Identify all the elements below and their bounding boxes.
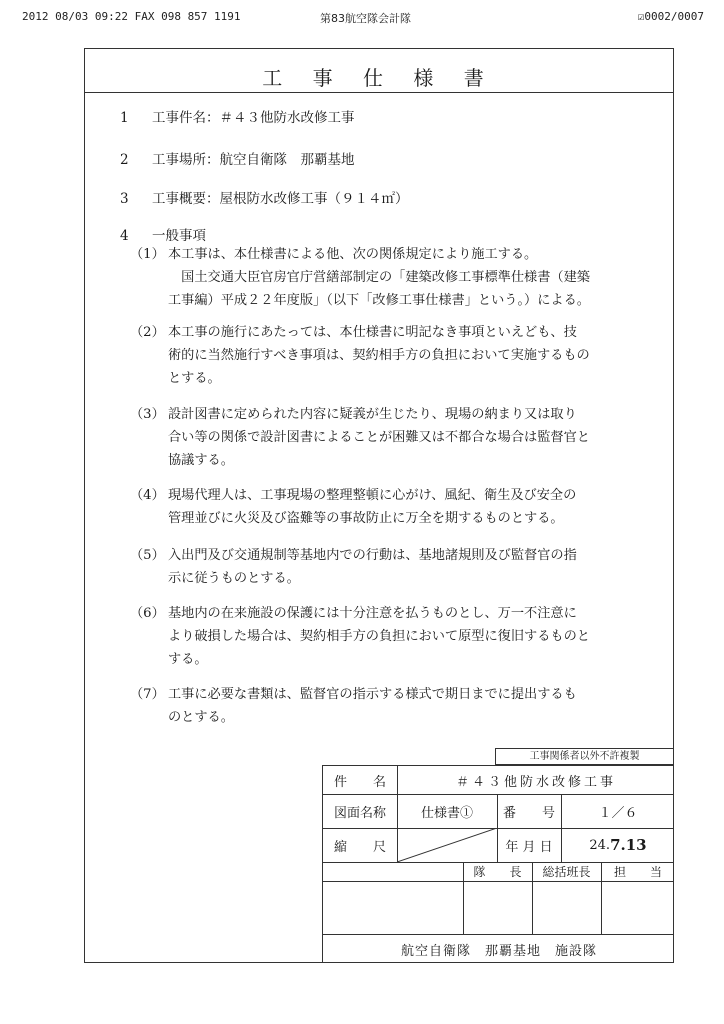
organization: 航空自衛隊 那覇基地 施設隊	[400, 943, 597, 959]
clause-line: 本工事の施行にあたっては、本仕様書に明記なき事項といえども、技	[168, 325, 577, 340]
clause-number: （7）	[130, 687, 165, 702]
scale-diagonal	[397, 828, 497, 862]
clause-line: とする。	[168, 371, 221, 386]
number-value: １／６	[598, 805, 638, 821]
item-text: 工事場所：航空自衛隊 那覇基地	[152, 152, 355, 168]
clause-line: 管理並びに火災及び盗難等の事故防止に万全を期するものとする。	[168, 511, 564, 526]
clause-line: 現場代理人は、工事現場の整理整頓に心がけ、風紀、衛生及び安全の	[168, 488, 577, 503]
title-block	[322, 748, 674, 963]
copy-restriction-badge: 工事関係者以外不許複製	[495, 748, 674, 765]
item-work-name	[120, 106, 355, 126]
fax-header-sender: 第83航空隊会計隊	[320, 12, 411, 25]
fax-header-left: 2012 08/03 09:22 FAX 098 857 1191	[22, 10, 241, 23]
clause-line: 示に従うものとする。	[168, 571, 300, 586]
item-work-summary	[120, 187, 409, 207]
date-value	[561, 828, 675, 862]
title-divider	[84, 92, 674, 93]
clause-number: （1）	[130, 247, 165, 262]
item-number: 4	[120, 228, 129, 244]
clause-line: 基地内の在来施設の保護には十分注意を払うものとし、万一不注意に	[168, 606, 577, 621]
clause-line: 術的に当然施行すべき事項は、契約相手方の負担において実施するもの	[168, 348, 590, 363]
role-chief: 総括班長	[542, 865, 591, 879]
date-month-day: 7.13	[610, 836, 647, 854]
clause-number: （4）	[130, 488, 165, 503]
item-work-place	[120, 148, 355, 168]
document-title: 工 事 仕 様 書	[262, 66, 496, 90]
clause-line: 入出門及び交通規制等基地内での行動は、基地諸規則及び監督官の指	[168, 548, 577, 563]
clause-line: 協議する。	[168, 453, 234, 468]
drawing-value: 仕様書①	[420, 805, 473, 821]
clause-line: 合い等の関係で設計図書によることが困難又は不都合な場合は監督官と	[168, 430, 590, 445]
clause-line: 設計図書に定められた内容に疑義が生じたり、現場の納まり又は取り	[168, 407, 577, 422]
clause-line: 工事編）平成２２年度版」（以下「改修工事仕様書」という。）による。	[168, 293, 590, 308]
clause-number: （6）	[130, 606, 165, 621]
clause-number: （3）	[130, 407, 165, 422]
clause-line: 国土交通大臣官房官庁営繕部制定の「建築改修工事標準仕様書（建築	[168, 270, 590, 285]
clause-number: （5）	[130, 548, 165, 563]
date-label: 年 月 日	[505, 839, 553, 855]
item-text: 工事概要：屋根防水改修工事（９１４㎡）	[152, 191, 409, 207]
item-text: 工事件名：＃４３他防水改修工事	[152, 110, 355, 126]
name-label: 件 名	[333, 774, 386, 790]
number-label: 番 号	[502, 805, 555, 821]
item-number: 3	[120, 191, 129, 207]
clause-line: のとする。	[168, 710, 234, 725]
item-general	[120, 224, 206, 244]
clause-line: 本工事は、本仕様書による他、次の関係規定により施工する。	[168, 247, 538, 262]
clause-number: （2）	[130, 325, 165, 340]
clause-line: 工事に必要な書類は、監督官の指示する様式で期日までに提出するも	[168, 687, 577, 702]
row-divider	[323, 881, 673, 882]
role-commander: 隊 長	[473, 865, 522, 879]
scale-label: 縮 尺	[333, 839, 386, 855]
fax-header-page: ☑0002/0007	[637, 10, 704, 23]
clause-line: より破損した場合は、契約相手方の負担において原型に復旧するものと	[168, 629, 590, 644]
title-block-table	[322, 765, 674, 963]
drawing-label: 図面名称	[333, 805, 386, 821]
date-year: 24.	[589, 837, 611, 853]
name-value: ＃４３他防水改修工事	[455, 774, 616, 790]
item-number: 1	[120, 110, 129, 126]
item-number: 2	[120, 152, 129, 168]
clause-line: する。	[168, 652, 208, 667]
role-staff: 担 当	[613, 865, 662, 879]
item-text: 一般事項	[152, 228, 206, 244]
